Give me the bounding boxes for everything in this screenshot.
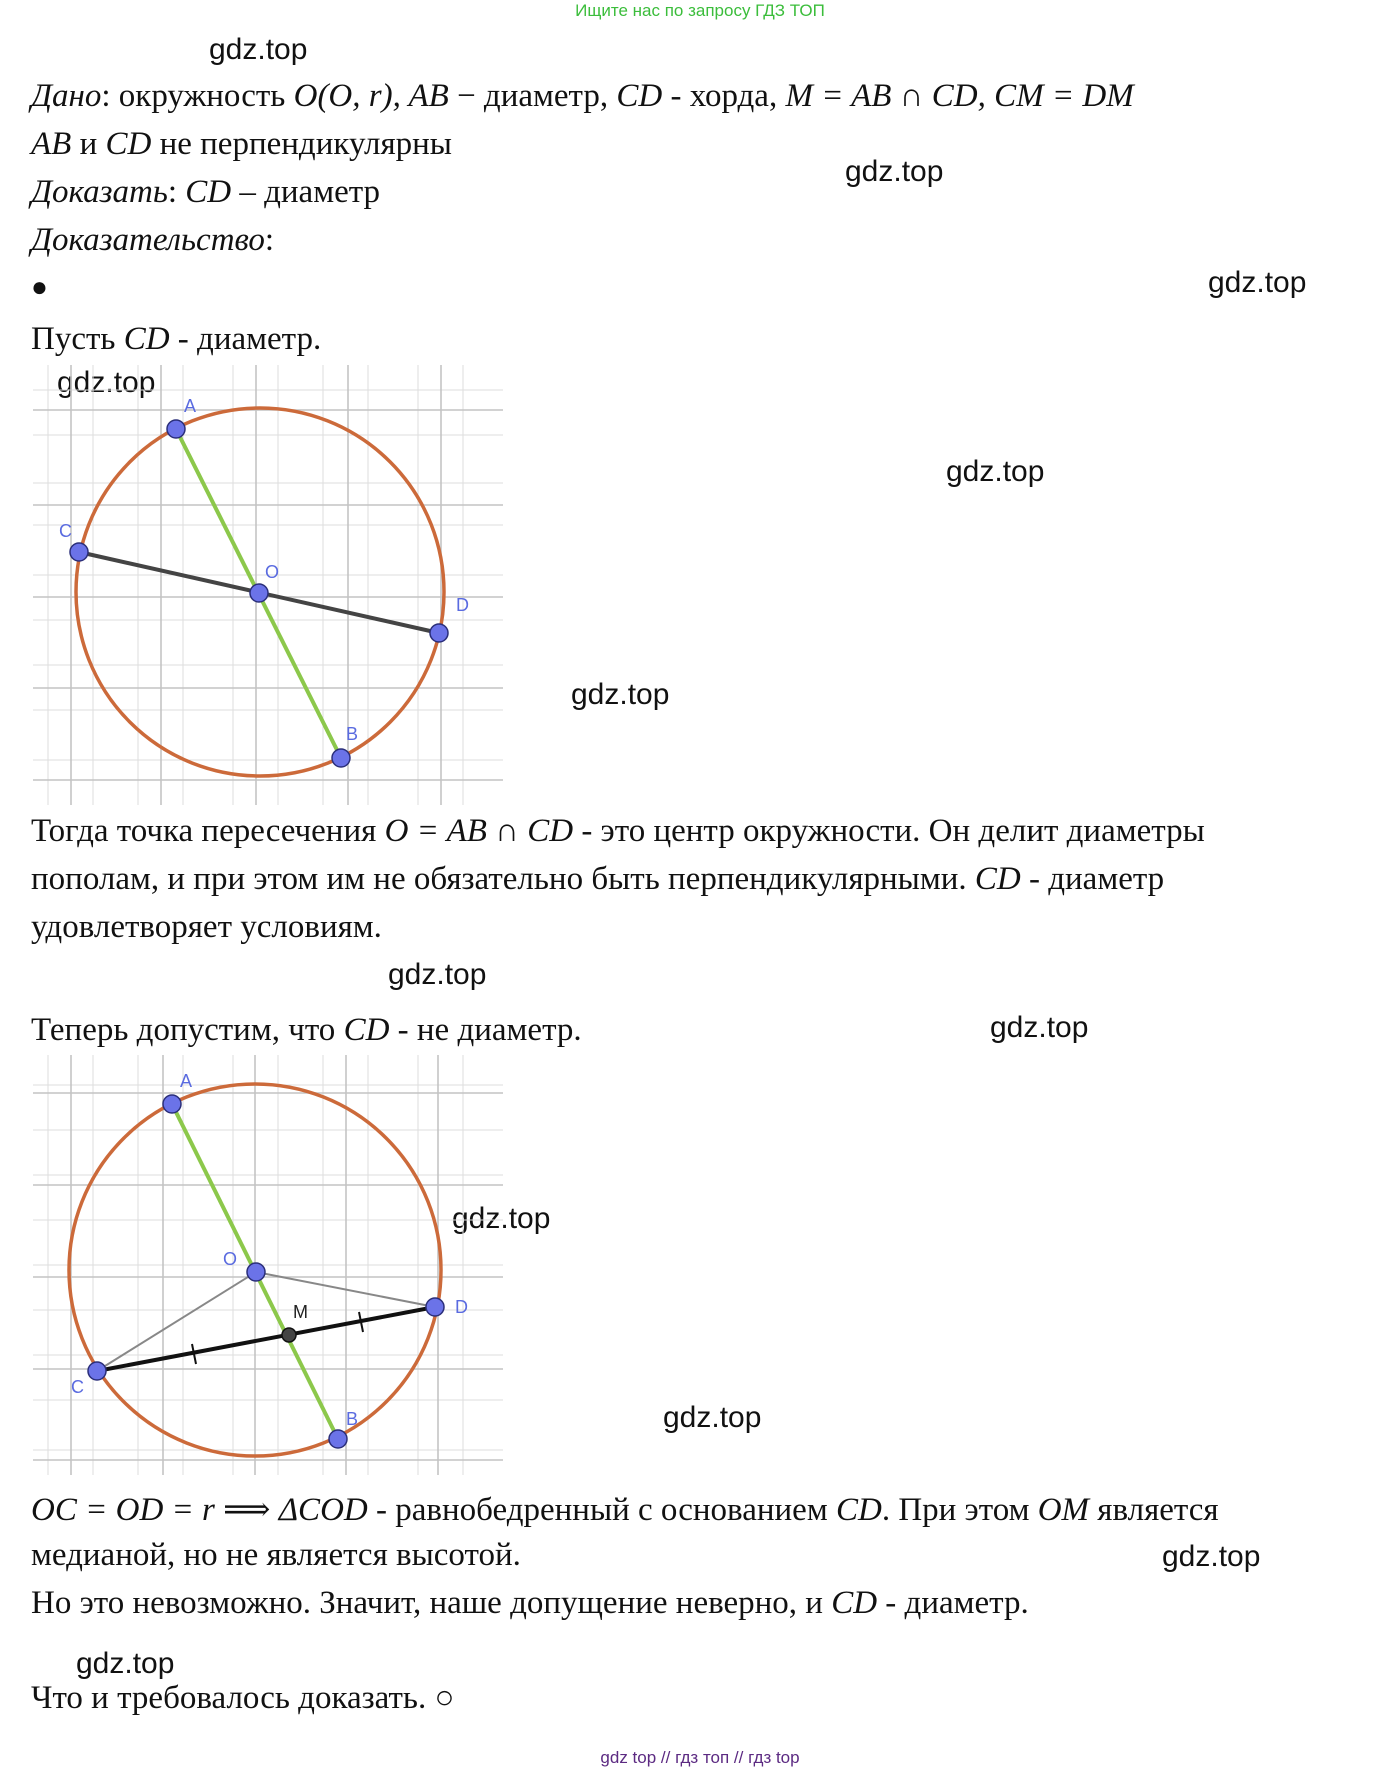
para1-text: - это центр окружности. Он делит диаметры	[573, 813, 1205, 849]
figure-2	[33, 1055, 503, 1475]
watermark: gdz.top	[571, 678, 670, 711]
figure-2-grid-minor	[33, 1055, 503, 1475]
para1-text: Тогда точка пересечения	[31, 813, 385, 849]
para2-math: OC = OD = r ⟹ ΔCOD	[31, 1492, 368, 1528]
given-text: не перпендикулярны	[151, 126, 452, 162]
figure-1	[33, 365, 503, 805]
prove-text: :	[167, 174, 186, 210]
point-a	[163, 1095, 181, 1113]
proof-colon: :	[264, 222, 275, 258]
conclusion: Что и требовалось доказать. ○	[31, 1680, 455, 1716]
proof-heading	[31, 222, 274, 259]
given-label: Дано	[31, 78, 102, 114]
point-a	[167, 420, 185, 438]
given-text: : окружность	[101, 78, 294, 114]
label-c: C	[59, 521, 72, 541]
given-text: - хорда,	[662, 78, 786, 114]
given-line-1	[31, 78, 1134, 115]
para2-line-1	[31, 1489, 1219, 1529]
label-c: C	[71, 1377, 84, 1397]
watermark: gdz.top	[845, 155, 944, 188]
label-o: O	[265, 562, 280, 582]
point-b	[332, 749, 350, 767]
point-o	[247, 1263, 265, 1281]
watermark: gdz.top	[990, 1011, 1089, 1044]
watermark: gdz.top	[209, 33, 308, 66]
given-math: CD	[105, 126, 152, 162]
point-c	[70, 543, 88, 561]
para2-text: - равнобедренный с основанием	[367, 1492, 836, 1528]
point-m	[282, 1328, 296, 1342]
watermark: gdz.top	[663, 1401, 762, 1434]
figure-1-grid-minor	[33, 365, 503, 805]
prove-math: CD	[185, 174, 232, 210]
para2-math: CD	[835, 1492, 882, 1528]
case2-math: CD	[343, 1012, 390, 1048]
para1-text: - диаметр	[1020, 861, 1165, 897]
prove-text: – диаметр	[231, 174, 381, 210]
para1-line-3: удовлетворяет условиям.	[31, 909, 382, 945]
label-d: D	[456, 595, 469, 615]
case2-text: - не диаметр.	[389, 1012, 582, 1048]
case1-text: - диаметр.	[169, 321, 322, 357]
top-banner[interactable]: Ищите нас по запросу ГДЗ ТОП	[575, 1, 825, 20]
label-m: M	[293, 1302, 308, 1322]
case2-line	[31, 1012, 582, 1049]
given-text: − диаметр,	[448, 78, 617, 114]
prove-line	[31, 174, 380, 211]
given-math: CD	[616, 78, 663, 114]
watermark: gdz.top	[452, 1202, 551, 1235]
para1-line-2	[31, 861, 1164, 898]
para2-text: является	[1089, 1492, 1219, 1528]
footer-links[interactable]: gdz top // гдз топ // гдз top	[600, 1748, 800, 1767]
point-o	[250, 584, 268, 602]
para2-text: . При этом	[881, 1492, 1038, 1528]
point-b	[329, 1430, 347, 1448]
point-d	[426, 1298, 444, 1316]
label-b: B	[346, 724, 359, 744]
point-d	[430, 624, 448, 642]
watermark: gdz.top	[388, 958, 487, 991]
para1-math: O = AB ∩ CD	[384, 813, 574, 849]
para1-text: пополам, и при этом им не обязательно быть перпендикулярными.	[31, 861, 975, 897]
given-text: и	[71, 126, 106, 162]
label-a: A	[184, 396, 197, 416]
prove-label: Доказать	[31, 174, 168, 210]
case1-math: CD	[123, 321, 170, 357]
case1-text: Пусть	[31, 321, 124, 357]
para2-text: - диаметр.	[877, 1585, 1029, 1621]
watermark: gdz.top	[57, 366, 156, 399]
watermark: gdz.top	[76, 1647, 175, 1680]
label-o: O	[223, 1249, 238, 1269]
proof-label: Доказательство	[31, 222, 265, 258]
figure-1-grid-major	[33, 365, 503, 805]
given-math: AB	[31, 126, 72, 162]
given-math: O(O, r), AB	[293, 78, 449, 114]
label-b: B	[346, 1409, 359, 1429]
label-a: A	[180, 1071, 193, 1091]
para2-math: CD	[831, 1585, 878, 1621]
given-line-2	[31, 126, 452, 163]
point-c	[88, 1362, 106, 1380]
para2-line-2: медианой, но не является высотой.	[31, 1537, 521, 1573]
given-math: M = AB ∩ CD, CM = DM	[785, 78, 1134, 114]
watermark: gdz.top	[946, 455, 1045, 488]
para2-line-3	[31, 1585, 1029, 1622]
bullet: ●	[31, 272, 48, 303]
para2-text: Но это невозможно. Значит, наше допущение неверно, и	[31, 1585, 832, 1621]
para1-math: CD	[974, 861, 1021, 897]
label-d: D	[455, 1297, 468, 1317]
para2-math: OM	[1037, 1492, 1090, 1528]
case1-line	[31, 321, 321, 358]
watermark: gdz.top	[1208, 266, 1307, 299]
watermark: gdz.top	[1162, 1540, 1261, 1573]
case2-text: Теперь допустим, что	[31, 1012, 344, 1048]
para1-line-1	[31, 813, 1205, 850]
